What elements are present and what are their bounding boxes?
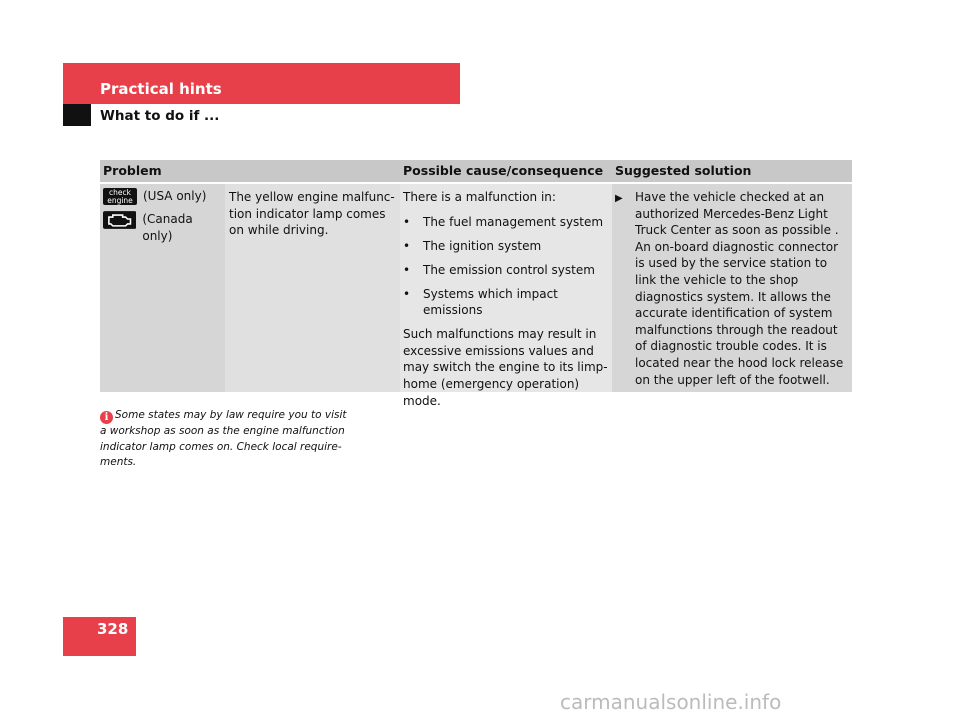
cause-outro: Such malfunctions may result in excessive emissions values and may switch the engine to its limp-home (emergency operation) mode. xyxy=(403,327,608,408)
arrow-right-icon: ▶ xyxy=(615,193,623,204)
icon-row-canada xyxy=(103,211,225,244)
header-cause: Possible cause/consequence xyxy=(403,163,604,178)
page-subtitle: What to do if ... xyxy=(100,108,220,124)
note-text: Some states may by law require you to visit a workshop as soon as the engine malfunction indicator lamp comes on. Check local require-ments. xyxy=(100,409,347,468)
cause-intro: There is a malfunction in: xyxy=(403,190,556,204)
cause-cell xyxy=(400,184,612,408)
list-item: • The emission control system xyxy=(403,262,595,277)
table-header-row xyxy=(100,160,852,182)
icon-row-usa xyxy=(103,188,225,205)
check-engine-icon: check engine xyxy=(103,188,137,205)
solution-item xyxy=(615,189,848,388)
problem-icons-cell xyxy=(100,184,225,392)
engine-outline-icon xyxy=(103,211,136,229)
icon-label-usa: (USA only) xyxy=(143,189,207,203)
list-item: • The fuel management system xyxy=(403,214,604,229)
header-problem: Problem xyxy=(103,163,162,178)
info-note xyxy=(100,408,350,471)
table-row xyxy=(100,184,852,408)
list-item: • Systems which impact emissions xyxy=(403,286,558,318)
page-number: 328 xyxy=(97,620,129,638)
solution-text: Have the vehicle checked at an authorized Mercedes-Benz Light Truck Center as soon as possible . An on-board diagnostic connector is used by the service station to link the vehicle to the shop diagnostics system. It allows the accurate identification of system malfunctions through the readout of diagnostic trouble codes. It is located near the hood lock release on the upper left of the footwell. xyxy=(635,190,844,387)
icon-label-canada: (Canada only) xyxy=(142,212,193,243)
header-solution: Suggested solution xyxy=(615,163,752,178)
solution-cell xyxy=(612,184,852,392)
section-title: Practical hints xyxy=(100,80,222,98)
section-marker xyxy=(63,104,91,126)
info-icon: i xyxy=(100,411,113,424)
problem-table xyxy=(100,160,852,408)
problem-description: The yellow engine malfunc-tion indicator lamp comes on while driving. xyxy=(225,184,400,392)
list-item: • The ignition system xyxy=(403,238,542,253)
watermark: carmanualsonline.info xyxy=(560,690,782,714)
